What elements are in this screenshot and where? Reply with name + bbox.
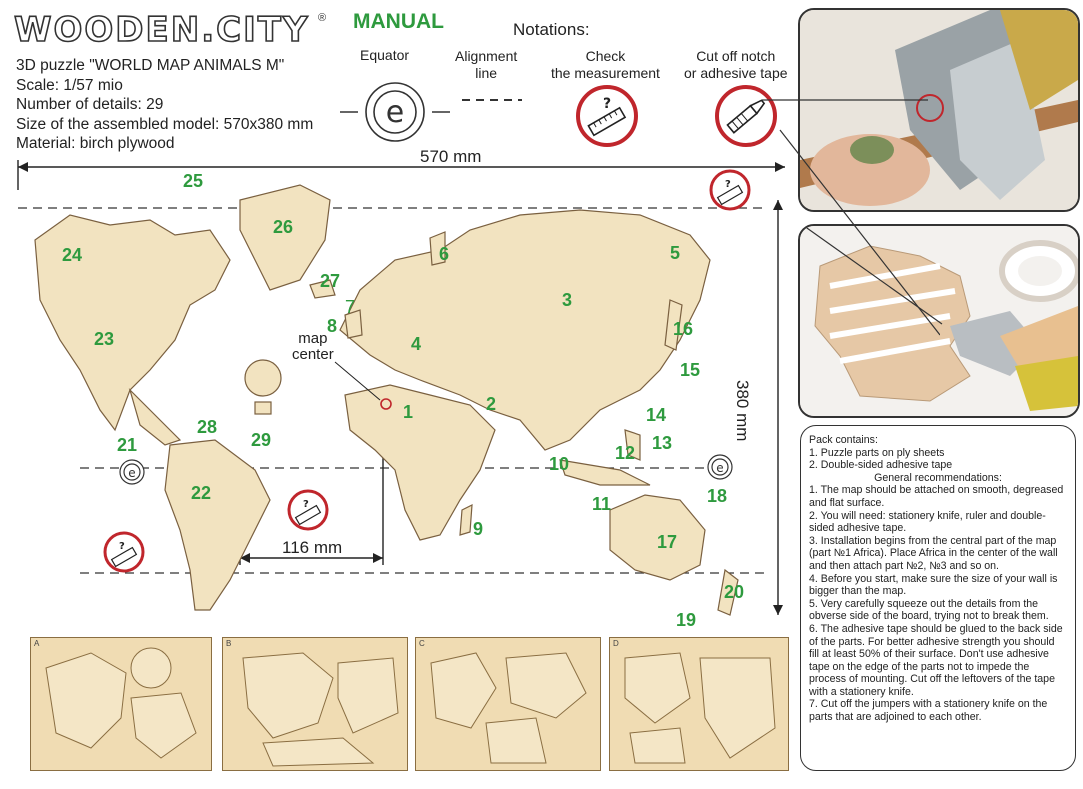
svg-text:?: ? [303,499,309,510]
recommendation-item: 5. Very carefully squeeze out the details from the obverse side of the board, trying not to break them. [809,597,1049,623]
part-number-9: 9 [473,519,484,539]
part-number-6: 6 [439,244,450,264]
width-dimension-label: 570 mm [420,147,482,166]
sheet-a-parts [31,638,211,770]
height-dimension-label: 380 mm [733,380,752,442]
part-number-25: 25 [183,171,204,191]
part-number-22: 22 [191,483,212,503]
notation-alignment-label: Alignment line [455,48,518,81]
notations-title: Notations: [513,20,590,39]
equator-icon [340,80,450,144]
part-number-20: 20 [724,582,745,602]
ruler-check-icon-map-1 [711,171,749,209]
sheet-d-parts [610,638,788,770]
svg-text:e: e [385,95,405,130]
part-number-21: 21 [117,435,138,455]
pack-title: Pack contains: [809,434,878,446]
recommendations-title: General recommendations: [874,471,1002,484]
part-number-11: 11 [592,494,612,514]
part-number-19: 19 [676,610,697,630]
notation-check-label: Check the measurement [551,48,660,81]
instructions-panel [800,425,1076,771]
model-size: Size of the assembled model: 570x380 mm [16,115,314,133]
world-map [0,140,800,630]
ruler-check-icon-map-3 [105,533,143,571]
part-number-16: 16 [673,319,694,339]
recommendation-item: 6. The adhesive tape should be glued to the back side of the parts. For better adhesive strength you should fill at least 50% of their surface. Don't use adhesive tape on the edge of the parts not to impede the process of mounting. Cut off the leftovers of the tape with a stationery knife. [809,622,1063,698]
part-number-10: 10 [549,454,570,474]
product-title: 3D puzzle "WORLD MAP ANIMALS M" [16,57,285,74]
ruler-check-icon [575,84,639,148]
part-number-1: 1 [403,402,414,422]
equator-marker-left [120,460,144,484]
part-number-14: 14 [646,405,667,425]
brand-logo: WOODEN.CITY [14,10,310,50]
recommendation-item: 2. You will need: stationery knife, ruler and double-sided adhesive tape. [809,509,1046,535]
part-number-24: 24 [62,245,83,265]
part-number-18: 18 [707,486,728,506]
part-number-27: 27 [320,271,341,291]
part-number-7: 7 [345,297,356,317]
equator-marker-right [708,455,732,479]
ply-sheet-b: B [222,637,408,771]
sheet-c-parts [416,638,600,770]
svg-text:e: e [128,466,136,480]
ply-sheet-c: C [415,637,601,771]
part-number-23: 23 [94,329,115,349]
part-number-12: 12 [615,443,636,463]
recommendation-item: 4. Before you start, make sure the size of your wall is bigger than the map. [809,572,1058,598]
part-number-13: 13 [652,433,673,453]
manual-title: MANUAL [353,10,444,33]
offset-dimension-label: 116 mm [282,538,343,557]
pack-item: 1. Puzzle parts on ply sheets [809,446,945,459]
notation-equator-label: Equator [360,47,410,63]
product-info [16,56,313,154]
svg-text:?: ? [119,541,125,552]
part-number-15: 15 [680,360,701,380]
part-number-2: 2 [486,394,497,414]
notation-cut-label: Cut off notch or adhesive tape [684,48,788,81]
recommendation-item: 1. The map should be attached on smooth, degreased and flat surface. [809,484,1064,509]
part-number-17: 17 [657,532,678,552]
recommendation-item: 3. Installation begins from the central part of the map (part №1 Africa). Place Africa in the center of the wall and then attach part №2, №3 and so on. [809,534,1058,572]
scale-text: Scale: 1/57 mio [16,76,123,94]
svg-text:e: e [716,461,724,475]
part-number-5: 5 [670,243,681,263]
part-number-3: 3 [562,290,573,310]
part-number-26: 26 [273,217,294,237]
ruler-check-icon-map-2 [289,491,327,529]
part-number-29: 29 [251,430,272,450]
svg-text:?: ? [603,96,612,112]
material-text: Material: birch plywood [16,135,175,152]
ply-sheet-d: D [609,637,789,771]
ply-sheet-a: A [30,637,212,771]
part-number-28: 28 [197,417,218,437]
pack-item: 2. Double-sided adhesive tape [809,459,953,472]
registered-mark: ® [318,12,327,24]
sheet-b-parts [223,638,407,770]
alignment-line-icon [462,96,522,104]
part-number-8: 8 [327,316,338,336]
map-center-label: map center [292,330,334,363]
part-number-4: 4 [411,334,422,354]
details-count: Number of details: 29 [16,96,164,113]
svg-text:?: ? [725,179,731,190]
recommendation-item: 7. Cut off the jumpers with a stationery knife on the parts that are adjoined to each other. [809,698,1048,724]
